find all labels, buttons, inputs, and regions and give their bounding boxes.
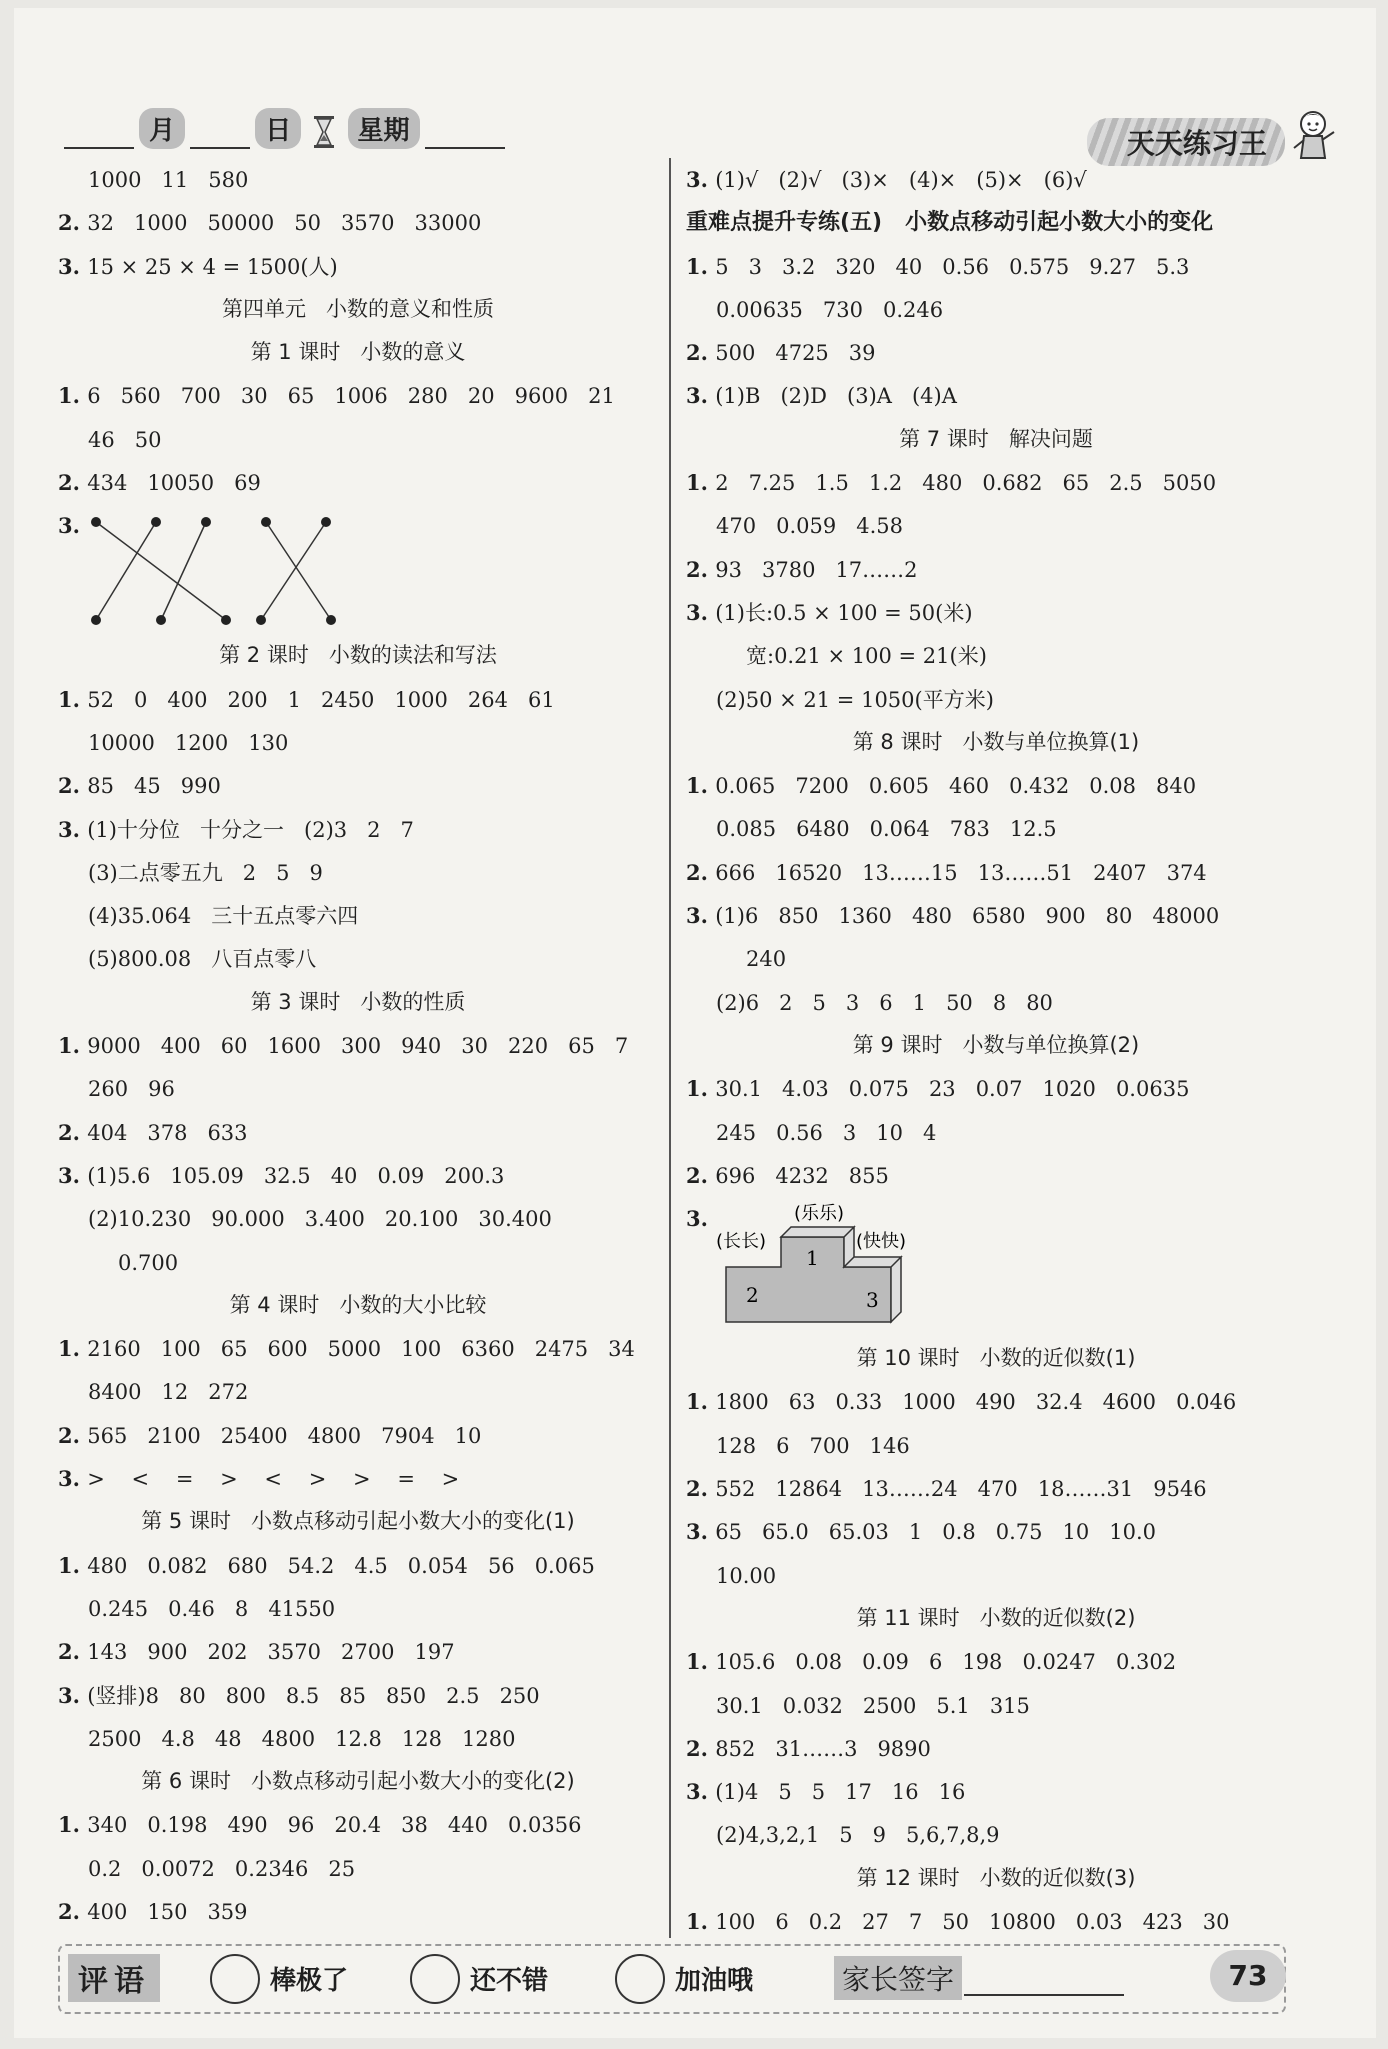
section-title: 第 9 课时 小数与单位换算(2) xyxy=(852,1032,1140,1057)
answer-line xyxy=(686,461,1306,504)
answer-text: (3)二点零五九 2 5 9 xyxy=(88,860,323,885)
answer-line xyxy=(58,1847,658,1890)
answer-line xyxy=(686,1727,1306,1770)
answer-line xyxy=(58,721,658,764)
question-number: 3. xyxy=(686,1519,716,1545)
question-number: 3. xyxy=(686,383,716,409)
answer-text: 6 560 700 30 65 1006 280 20 9600 21 xyxy=(87,384,615,409)
answer-text: 65 65.0 65.03 1 0.8 0.75 10 10.0 xyxy=(715,1520,1157,1545)
answer-line xyxy=(686,894,1306,937)
answer-text: 1000 11 580 xyxy=(88,168,249,192)
answer-text: (5)800.08 八百点零八 xyxy=(88,947,317,972)
answer-line xyxy=(58,1111,658,1154)
answer-line xyxy=(686,1380,1306,1423)
answer-text: 93 3780 17……2 xyxy=(715,557,918,582)
answer-text: 852 31……3 9890 xyxy=(715,1736,931,1761)
answer-text: 260 96 xyxy=(88,1077,175,1102)
section-title: 第 8 课时 小数与单位换算(1) xyxy=(852,729,1140,754)
question-number: 2. xyxy=(686,1476,716,1502)
question-number: 3. xyxy=(58,513,88,539)
answer-text: 666 16520 13……15 13……51 2407 374 xyxy=(715,860,1207,885)
question-number: 2. xyxy=(58,1422,88,1448)
answer-text: 宽:0.21 × 100 = 21(米) xyxy=(746,644,987,669)
question-number: 3. xyxy=(58,1682,88,1708)
section-title: 第 6 课时 小数点移动引起小数大小的变化(2) xyxy=(141,1769,575,1794)
question-number: 2. xyxy=(686,1735,716,1761)
podium-diagram xyxy=(716,1197,946,1332)
answer-text: (竖排)8 80 800 8.5 85 850 2.5 250 xyxy=(87,1683,540,1708)
answer-text: 8400 12 272 xyxy=(88,1380,249,1405)
answer-line xyxy=(58,764,658,807)
answer-text: 0.245 0.46 8 41550 xyxy=(88,1596,336,1621)
question-number: 2. xyxy=(58,1898,88,1924)
column-divider xyxy=(669,158,671,1938)
question-number: 1. xyxy=(686,1908,716,1934)
question-number: 2. xyxy=(686,556,716,582)
question-number: 2. xyxy=(58,1639,88,1665)
question-number: 3. xyxy=(686,599,716,625)
answer-line xyxy=(686,1154,1306,1197)
answer-line xyxy=(686,1510,1306,1553)
answer-text: 2500 4.8 48 4800 12.8 128 1280 xyxy=(88,1726,516,1751)
weekday-label: 星期 xyxy=(348,108,420,149)
answer-line xyxy=(58,504,658,634)
answer-text: 32 1000 50000 50 3570 33000 xyxy=(87,211,482,236)
answer-line xyxy=(58,1544,658,1587)
section-title: 第 7 课时 解决问题 xyxy=(899,426,1093,451)
answer-line xyxy=(686,158,1306,201)
month-label: 月 xyxy=(139,108,185,149)
answer-text: 240 xyxy=(746,947,787,972)
answer-text: 340 0.198 490 96 20.4 38 440 0.0356 xyxy=(87,1813,582,1838)
parent-sign-label: 家长签字 xyxy=(834,1956,962,2000)
question-number: 2. xyxy=(58,210,88,236)
question-number: 2. xyxy=(58,1119,88,1145)
answer-page xyxy=(14,8,1376,2038)
answer-line xyxy=(58,1890,658,1933)
answer-line xyxy=(58,1630,658,1673)
answer-line xyxy=(686,591,1306,634)
answer-line xyxy=(686,288,1306,331)
answer-line xyxy=(58,461,658,504)
page-number: 73 xyxy=(1210,1950,1286,2002)
question-number: 2. xyxy=(686,340,716,366)
answer-text: (1)5.6 105.09 32.5 40 0.09 200.3 xyxy=(87,1163,505,1188)
section-title: 第 4 课时 小数的大小比较 xyxy=(229,1292,487,1317)
answer-line xyxy=(58,1067,658,1110)
question-number: 1. xyxy=(58,1033,88,1059)
answer-line xyxy=(58,894,658,937)
question-number: 3. xyxy=(686,1206,716,1232)
question-number: 1. xyxy=(686,1389,716,1415)
answer-line xyxy=(58,201,658,244)
question-number: 2. xyxy=(58,773,88,799)
answer-line xyxy=(58,1327,658,1370)
answer-line xyxy=(58,1241,658,1284)
podium-right-label: (快快) xyxy=(856,1231,907,1253)
rating-circle-2[interactable] xyxy=(410,1954,460,2004)
question-number: 1. xyxy=(58,383,88,409)
answer-line xyxy=(686,937,1306,980)
answer-text: 0.2 0.0072 0.2346 25 xyxy=(88,1856,356,1881)
evaluation-footer xyxy=(58,1944,1286,2014)
answer-text: 10000 1200 130 xyxy=(88,730,289,755)
section-title: 第 11 课时 小数的近似数(2) xyxy=(856,1605,1136,1630)
answer-text: 30.1 0.032 2500 5.1 315 xyxy=(716,1693,1030,1718)
answer-text: (1)B (2)D (3)A (4)A xyxy=(715,384,957,409)
answer-line xyxy=(686,1770,1306,1813)
answer-text: 52 0 400 200 1 2450 1000 264 61 xyxy=(87,687,555,712)
answer-line xyxy=(58,1457,658,1500)
answer-text: 0.085 6480 0.064 783 12.5 xyxy=(716,817,1057,842)
answer-text: 0.700 xyxy=(118,1250,179,1275)
question-number: 2. xyxy=(58,470,88,496)
answer-line xyxy=(58,1587,658,1630)
answer-text: 10.00 xyxy=(716,1563,777,1588)
podium-first: 1 xyxy=(806,1246,819,1271)
answer-text: 245 0.56 3 10 4 xyxy=(716,1120,937,1145)
brand-header xyxy=(936,108,1336,158)
answer-line xyxy=(686,1554,1306,1597)
answer-text: (1)4 5 5 17 16 16 xyxy=(715,1780,966,1805)
left-column xyxy=(58,158,658,1933)
answer-text: (1)十分位 十分之一 (2)3 2 7 xyxy=(87,817,414,842)
answer-line xyxy=(58,1197,658,1240)
answer-line xyxy=(686,1197,1306,1337)
date-header xyxy=(64,108,544,158)
answer-line xyxy=(686,851,1306,894)
answer-line xyxy=(686,1900,1306,1943)
answer-text: 100 6 0.2 27 7 50 10800 0.03 423 30 xyxy=(715,1909,1230,1934)
brand-title: 天天练习王 xyxy=(1087,118,1285,166)
answer-text: 2160 100 65 600 5000 100 6360 2475 34 xyxy=(87,1337,635,1362)
question-number: 3. xyxy=(58,1466,88,1492)
answer-line xyxy=(686,981,1306,1024)
answer-text: 565 2100 25400 4800 7904 10 xyxy=(87,1423,482,1448)
question-number: 1. xyxy=(58,1336,88,1362)
hourglass-icon xyxy=(312,115,336,149)
answer-line xyxy=(686,1067,1306,1110)
answer-line xyxy=(58,1370,658,1413)
answer-text: 85 45 990 xyxy=(87,774,221,799)
answer-text: (4)35.064 三十五点零六四 xyxy=(88,904,359,929)
answer-line xyxy=(58,374,658,417)
answer-line xyxy=(686,1813,1306,1856)
answer-line xyxy=(58,678,658,721)
answer-text: 480 0.082 680 54.2 4.5 0.054 56 0.065 xyxy=(87,1553,595,1578)
podium-third: 3 xyxy=(866,1288,879,1313)
answer-line xyxy=(686,504,1306,547)
answer-line xyxy=(686,245,1306,288)
answer-line xyxy=(58,418,658,461)
rating-label-3: 加油哦 xyxy=(675,1966,754,1996)
question-number: 1. xyxy=(686,1649,716,1675)
answer-line xyxy=(58,937,658,980)
answer-text: 15 × 25 × 4 = 1500(人) xyxy=(87,254,338,279)
answer-text: 0.065 7200 0.605 460 0.432 0.08 840 xyxy=(715,774,1197,799)
weekday-blank[interactable] xyxy=(425,117,505,149)
answer-line xyxy=(686,1424,1306,1467)
question-number: 1. xyxy=(58,686,88,712)
answer-line xyxy=(686,764,1306,807)
section-title: 第 3 课时 小数的性质 xyxy=(250,989,466,1014)
question-number: 1. xyxy=(58,1552,88,1578)
answer-text: (1)6 850 1360 480 6580 900 80 48000 xyxy=(715,904,1220,929)
question-number: 1. xyxy=(686,470,716,496)
answer-line xyxy=(58,1674,658,1717)
section-title: 第 10 课时 小数的近似数(1) xyxy=(856,1346,1136,1371)
question-number: 2. xyxy=(686,1162,716,1188)
section-title: 第四单元 小数的意义和性质 xyxy=(221,296,495,321)
question-number: 3. xyxy=(58,816,88,842)
answer-text: 46 50 xyxy=(88,427,162,452)
answer-text: 128 6 700 146 xyxy=(716,1433,910,1458)
question-number: 3. xyxy=(686,903,716,929)
comment-label: 评语 xyxy=(68,1954,160,2002)
answer-line xyxy=(58,1154,658,1197)
section-title: 第 1 课时 小数的意义 xyxy=(250,340,466,365)
answer-text: (2)50 × 21 = 1050(平方米) xyxy=(716,687,994,712)
question-number: 3. xyxy=(686,1779,716,1805)
answer-text: (1)√ (2)√ (3)× (4)× (5)× (6)√ xyxy=(715,168,1087,192)
rating-label-2: 还不错 xyxy=(470,1966,549,1996)
answer-text: 470 0.059 4.58 xyxy=(716,514,904,539)
podium-left-label: (长长) xyxy=(716,1231,767,1253)
answer-text: (2)10.230 90.000 3.400 20.100 30.400 xyxy=(88,1207,552,1232)
answer-text: 500 4725 39 xyxy=(715,341,876,366)
answer-text: > < = > < > > = > xyxy=(87,1467,460,1492)
rating-circle-3[interactable] xyxy=(615,1954,665,2004)
answer-text: 5 3 3.2 320 40 0.56 0.575 9.27 5.3 xyxy=(715,254,1190,279)
answer-line xyxy=(58,158,658,201)
section-title: 重难点提升专练(五) 小数点移动引起小数大小的变化 xyxy=(686,210,1214,236)
answer-line xyxy=(686,331,1306,374)
parent-sign-line[interactable] xyxy=(964,1994,1124,1996)
answer-text: 696 4232 855 xyxy=(715,1163,889,1188)
answer-line xyxy=(58,808,658,851)
answer-line xyxy=(686,1467,1306,1510)
answer-line xyxy=(58,1414,658,1457)
answer-line xyxy=(686,548,1306,591)
day-label: 日 xyxy=(255,108,301,149)
answer-line xyxy=(686,374,1306,417)
answer-text: 404 378 633 xyxy=(87,1120,248,1145)
answer-text: (1)长:0.5 × 100 = 50(米) xyxy=(715,600,973,625)
answer-line xyxy=(686,1640,1306,1683)
answer-line xyxy=(686,1111,1306,1154)
answer-text: 105.6 0.08 0.09 6 198 0.0247 0.302 xyxy=(715,1650,1177,1675)
rating-label-1: 棒极了 xyxy=(270,1966,349,1996)
question-number: 3. xyxy=(686,167,716,192)
answer-text: 30.1 4.03 0.075 23 0.07 1020 0.0635 xyxy=(715,1077,1190,1102)
rating-circle-1[interactable] xyxy=(210,1954,260,2004)
answer-line xyxy=(686,1684,1306,1727)
question-number: 2. xyxy=(686,859,716,885)
section-title: 第 5 课时 小数点移动引起小数大小的变化(1) xyxy=(141,1509,575,1534)
answer-line xyxy=(686,634,1306,677)
answer-text: 2 7.25 1.5 1.2 480 0.682 65 2.5 5050 xyxy=(715,471,1217,496)
answer-text: 434 10050 69 xyxy=(87,471,261,496)
answer-line xyxy=(58,1024,658,1067)
question-number: 1. xyxy=(686,1076,716,1102)
matching-diagram xyxy=(86,512,346,632)
answer-text: 9000 400 60 1600 300 940 30 220 65 7 xyxy=(87,1034,629,1059)
right-column xyxy=(686,158,1306,1943)
answer-line xyxy=(686,807,1306,850)
section-title: 第 12 课时 小数的近似数(3) xyxy=(856,1865,1136,1890)
section-title: 第 2 课时 小数的读法和写法 xyxy=(219,643,497,668)
question-number: 1. xyxy=(686,253,716,279)
podium-top-label: (乐乐) xyxy=(794,1203,845,1225)
question-number: 3. xyxy=(58,253,88,279)
answer-line xyxy=(58,245,658,288)
question-number: 1. xyxy=(58,1812,88,1838)
answer-text: 143 900 202 3570 2700 197 xyxy=(87,1640,455,1665)
answer-text: 400 150 359 xyxy=(87,1899,248,1924)
month-blank[interactable] xyxy=(64,117,134,149)
answer-line xyxy=(686,678,1306,721)
answer-line xyxy=(58,1717,658,1760)
answer-line xyxy=(58,1803,658,1846)
podium-second: 2 xyxy=(746,1283,759,1308)
answer-text: 552 12864 13……24 470 18……31 9546 xyxy=(715,1477,1207,1502)
answer-text: (2)4,3,2,1 5 9 5,6,7,8,9 xyxy=(716,1823,1000,1848)
day-blank[interactable] xyxy=(190,117,250,149)
question-number: 1. xyxy=(686,773,716,799)
answer-text: (2)6 2 5 3 6 1 50 8 80 xyxy=(716,990,1053,1015)
answer-line xyxy=(58,851,658,894)
answer-text: 0.00635 730 0.246 xyxy=(716,297,944,322)
question-number: 3. xyxy=(58,1162,88,1188)
answer-text: 1800 63 0.33 1000 490 32.4 4600 0.046 xyxy=(715,1390,1237,1415)
